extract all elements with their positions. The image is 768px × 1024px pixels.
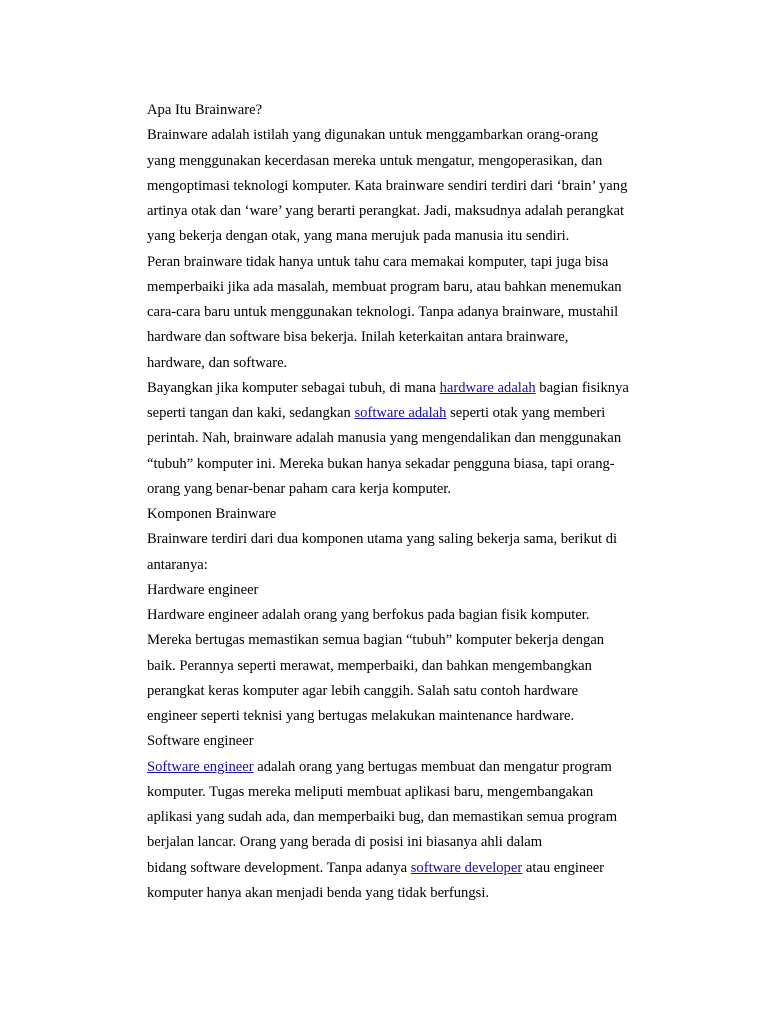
text-line: [147, 477, 667, 502]
inline-link[interactable]: software adalah: [354, 405, 447, 421]
text-line: [147, 856, 667, 881]
text-segment: Brainware adalah istilah yang digunakan untuk menggambarkan orang-orang: [147, 127, 599, 144]
text-segment: Brainware terdiri dari dua komponen utama yang saling bekerja sama, berikut di: [147, 531, 618, 548]
text-line: [147, 224, 667, 249]
text-segment: adalah orang yang bertugas membuat dan mengatur program: [253, 758, 612, 775]
text-line: [147, 654, 667, 679]
text-segment: komputer. Tugas mereka meliputi membuat aplikasi baru, mengembangakan: [147, 783, 594, 800]
text-segment: yang menggunakan kecerdasan mereka untuk mengatur, mengoperasikan, dan: [147, 152, 603, 169]
text-segment: engineer seperti teknisi yang bertugas melakukan maintenance hardware.: [147, 708, 575, 724]
text-segment: “tubuh” komputer ini. Mereka bukan hanya sekadar pengguna biasa, tapi orang-: [147, 455, 615, 472]
text-line: [147, 401, 667, 426]
text-segment: memperbaiki jika ada masalah, membuat program baru, atau bahkan menemukan: [147, 278, 622, 295]
text-segment: Hardware engineer adalah orang yang berfokus pada bagian fisik komputer.: [147, 607, 590, 623]
text-line: [147, 149, 667, 174]
text-line: [147, 174, 667, 199]
text-segment: bagian fisiknya: [535, 379, 629, 396]
text-segment: berjalan lancar. Orang yang berada di posisi ini biasanya ahli dalam: [147, 834, 543, 851]
text-line: [147, 426, 667, 451]
text-segment: Mereka bertugas memastikan semua bagian “tubuh” komputer bekerja dengan: [147, 632, 605, 649]
text-line: [147, 250, 667, 275]
text-segment: Bayangkan jika komputer sebagai tubuh, di mana: [147, 379, 440, 396]
text-line: [147, 679, 667, 704]
text-line: [147, 729, 667, 754]
text-segment: baik. Perannya seperti merawat, memperbaiki, dan bahkan mengembangkan: [147, 657, 592, 674]
text-line: [147, 275, 667, 300]
text-line: [147, 755, 667, 780]
text-line: [147, 351, 667, 376]
text-segment: Software engineer: [147, 733, 254, 750]
text-segment: cara-cara baru untuk menggunakan teknologi. Tanpa adanya brainware, mustahil: [147, 304, 619, 320]
text-line: [147, 123, 667, 148]
text-line: [147, 376, 667, 401]
text-line: [147, 780, 667, 805]
text-segment: hardware dan software bisa bekerja. Inilah keterkaitan antara brainware,: [147, 329, 569, 346]
text-line: [147, 704, 667, 729]
text-segment: Apa Itu Brainware?: [147, 102, 263, 118]
text-segment: seperti otak yang memberi: [446, 405, 606, 421]
text-segment: yang bekerja dengan otak, yang mana merujuk pada manusia itu sendiri.: [147, 228, 570, 245]
text-segment: perangkat keras komputer agar lebih canggih. Salah satu contoh hardware: [147, 682, 579, 699]
text-line: [147, 502, 667, 527]
text-segment: perintah. Nah, brainware adalah manusia yang mengendalikan dan menggunakan: [147, 430, 622, 447]
text-line: [147, 527, 667, 552]
text-line: [147, 830, 667, 855]
text-segment: hardware, dan software.: [147, 354, 288, 371]
text-line: [147, 553, 667, 578]
text-segment: Hardware engineer: [147, 581, 259, 598]
text-segment: antaranya:: [147, 556, 208, 573]
text-segment: komputer hanya akan menjadi benda yang tidak berfungsi.: [147, 884, 490, 901]
text-segment: artinya otak dan ‘ware’ yang berarti perangkat. Jadi, maksudnya adalah perangkat: [147, 203, 625, 219]
text-segment: atau engineer: [522, 859, 605, 876]
text-line: [147, 628, 667, 653]
text-line: [147, 98, 667, 123]
text-line: [147, 805, 667, 830]
text-segment: mengoptimasi teknologi komputer. Kata brainware sendiri terdiri dari ‘brain’ yang: [147, 177, 628, 194]
text-line: [147, 300, 667, 325]
text-line: [147, 603, 667, 628]
text-segment: seperti tangan dan kaki, sedangkan: [147, 405, 355, 421]
text-segment: aplikasi yang sudah ada, dan memperbaiki bug, dan memastikan semua program: [147, 809, 618, 825]
inline-link[interactable]: Software engineer: [147, 758, 254, 775]
text-line: [147, 881, 667, 906]
text-segment: orang yang benar-benar paham cara kerja komputer.: [147, 480, 452, 497]
text-segment: Komponen Brainware: [147, 506, 277, 522]
inline-link[interactable]: software developer: [410, 859, 523, 876]
text-segment: Peran brainware tidak hanya untuk tahu cara memakai komputer, tapi juga bisa: [147, 253, 609, 270]
text-line: [147, 199, 667, 224]
text-line: [147, 325, 667, 350]
text-segment: bidang software development. Tanpa adanya: [147, 859, 411, 876]
inline-link[interactable]: hardware adalah: [439, 379, 536, 396]
text-line: [147, 452, 667, 477]
text-line: [147, 578, 667, 603]
document-body: [147, 98, 667, 906]
